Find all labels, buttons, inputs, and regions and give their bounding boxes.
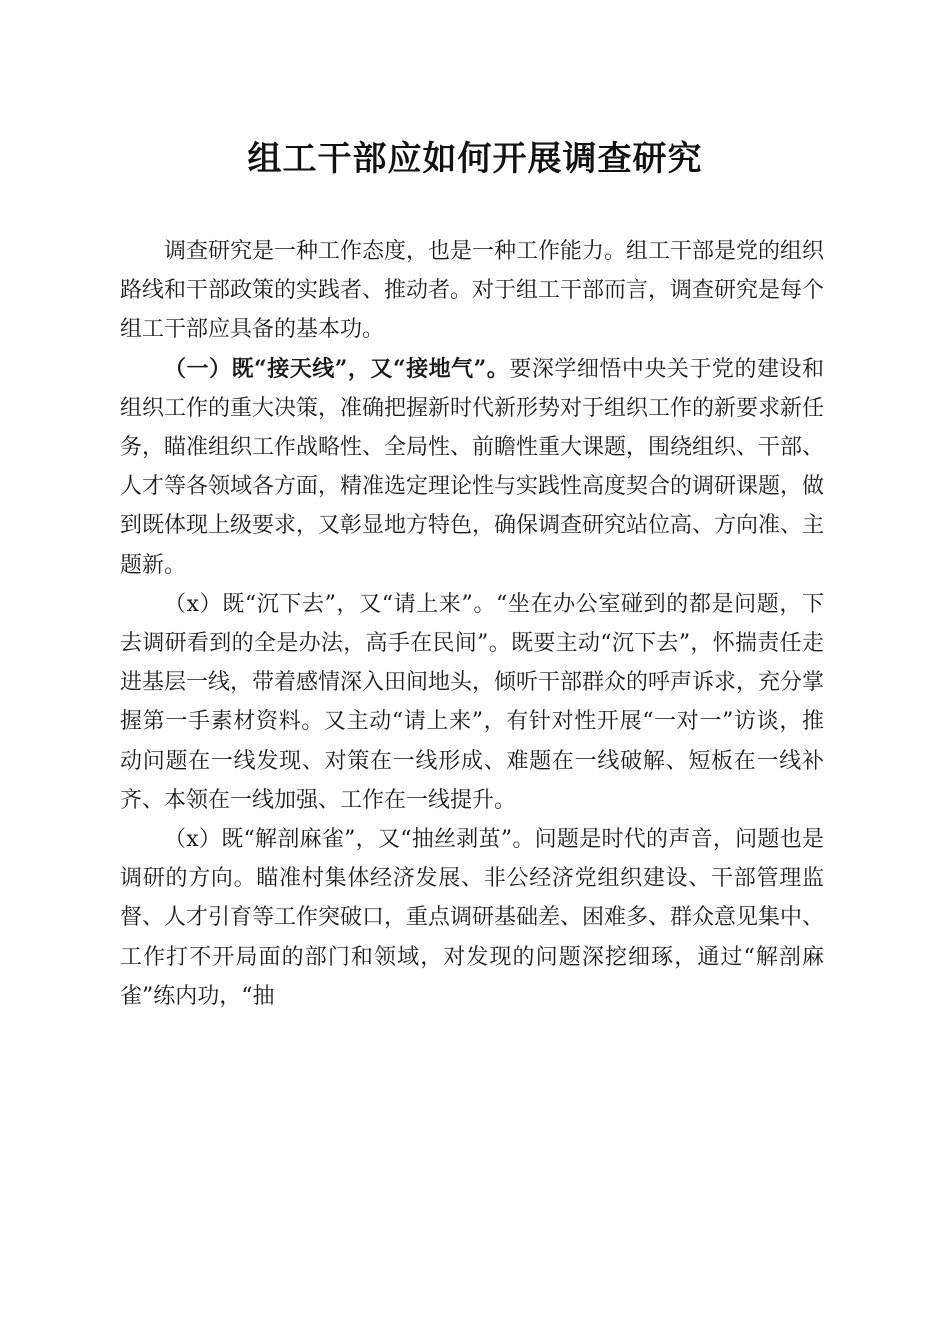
section-heading-1: （一）既“接天线”，又“接地气”。	[164, 355, 510, 382]
intro-paragraph: 调查研究是一种工作态度，也是一种工作能力。组工干部是党的组织路线和干部政策的实践者、推动者。对于组工干部而言，调查研究是每个组工干部应具备的基本功。	[120, 239, 825, 343]
section-text-1: 要深学细悟中央关于党的建设和组织工作的重大决策，准确把握新时代新形势对于组织工作的新要求新任务，瞄准组织工作战略性、全局性、前瞻性重大课题，围绕组织、干部、人才等各领域各方面，精准选定理论性与实践性高度契合的调研课题，做到既体现上级要求，又彰显地方特色，确保调查研究站位高、方向准、主题新。	[120, 356, 825, 578]
document-body	[120, 232, 824, 1016]
section-text-3: 问题是时代的声音，问题也是调研的方向。瞄准村集体经济发展、非公经济党组织建设、干部管理监督、人才引育等工作突破口，重点调研基础差、困难多、群众意见集中、工作打不开局面的部门和领域，对发现的问题深挖细琢，通过“解剖麻雀”练内功，“抽	[120, 827, 825, 1009]
section-paragraph-3	[120, 820, 824, 1016]
section-text-2: “坐在办公室碰到的都是问题，下去调研看到的全是办法，高手在民间”。既要主动“沉下去”，怀揣责任走进基层一线，带着感情深入田间地头，倾听干部群众的呼声诉求，充分掌握第一手素材资料。又主动“请上来”，有针对性开展“一对一”访谈，推动问题在一线发现、对策在一线形成、难题在一线破解、短板在一线补齐、本领在一线加强、工作在一线提升。	[120, 591, 825, 813]
section-heading-2: （x）既“沉下去”，又“请上来”。	[164, 591, 497, 617]
section-heading-3: （x）既“解剖麻雀”，又“抽丝剥茧”。	[164, 827, 535, 853]
section-paragraph-2	[120, 585, 824, 820]
document-title: 组工干部应如何开展调查研究	[247, 139, 703, 179]
section-paragraph-1	[120, 350, 824, 585]
